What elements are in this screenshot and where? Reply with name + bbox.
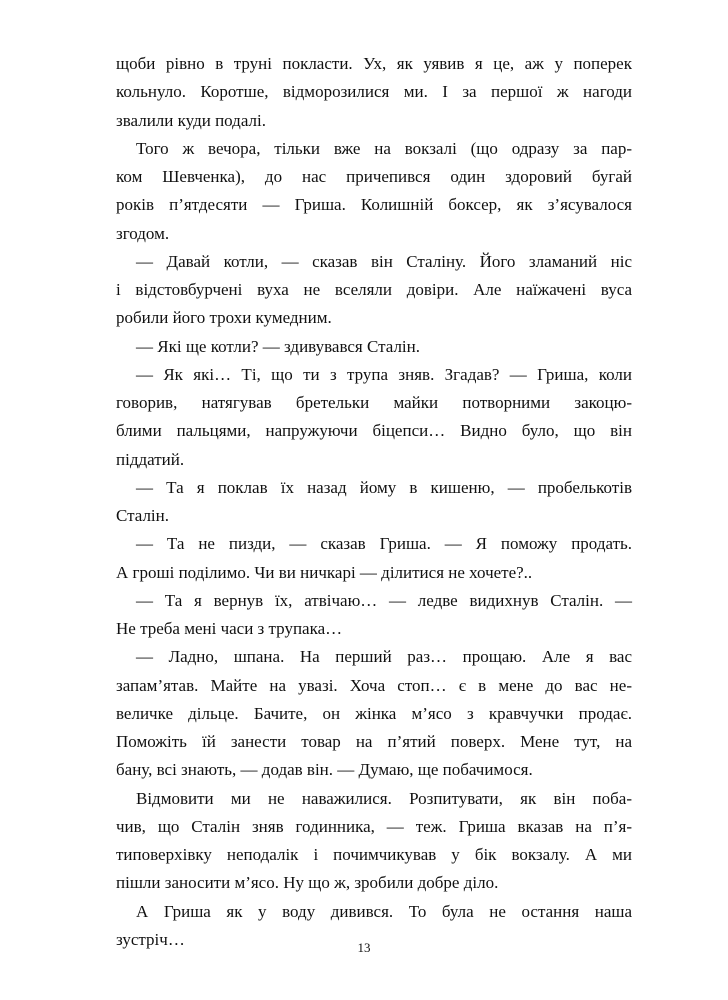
text-line: — Та я вернув їх, атвічаю… — ледве видихнув Сталін. — — [136, 590, 632, 610]
text-line: бану, всі знають, — додав він. — Думаю, ще побачимося. — [116, 760, 533, 780]
text-line: Поможіть їй занести товар на п’ятий поверх. Мене тут, на — [116, 732, 632, 751]
text-line: зустріч… — [116, 929, 185, 949]
text-line: Сталін. — [116, 506, 170, 525]
text-line: і відстовбурчені вуха не вселяли довіри. Але наїжачені вуса — [116, 280, 632, 299]
text-line: робили його трохи кумедним. — [116, 308, 332, 328]
text-line: — Як які… Ті, що ти з трупа зняв. Згадав? — Гриша, коли — [136, 364, 632, 384]
body-text — [116, 50, 632, 954]
text-line: згодом. — [116, 223, 170, 243]
text-line: — Ладно, шпана. На перший раз… прощаю. Але я вас — [136, 647, 632, 667]
text-line: щоби рівно в труні покласти. Ух, як уявив я це, аж у поперек — [116, 54, 632, 73]
text-line: типоверхівку неподалік і почимчикував у бік вокзалу. А ми — [116, 845, 632, 864]
text-line: — Давай котли, — сказав він Сталіну. Його зламаний ніс — [136, 251, 632, 271]
text-line: піддатий. — [116, 449, 185, 469]
text-line: запам’ятав. Майте на увазі. Хоча стоп… є в мене до вас не- — [116, 675, 632, 695]
text-line: Не треба мені часи з трупака… — [116, 619, 343, 638]
text-line: — Та не пизди, — сказав Гриша. — Я поможу продать. — [136, 534, 632, 554]
text-line: пішли заносити м’ясо. Ну що ж, зробили добре діло. — [116, 873, 499, 893]
text-line: А гроші поділимо. Чи ви ничкарі — ділитися не хочете?.. — [116, 562, 533, 582]
text-line: — Які ще котли? — здивувався Сталін. — [136, 336, 421, 356]
text-line: чив, що Сталін зняв годинника, — теж. Гриша вказав на п’я- — [116, 816, 632, 836]
text-line: років п’ятдесяти — Гриша. Колишній боксер, як з’ясувалося — [116, 195, 632, 215]
text-line: звалили куди подалі. — [116, 110, 266, 130]
text-line: говорив, натягував бретельки майки потворними закоцю- — [116, 393, 632, 412]
text-line: Відмовити ми не наважилися. Розпитувати, як він поба- — [136, 788, 632, 808]
text-line: А Гриша як у воду дивився. То була не остання наша — [136, 901, 632, 921]
text-line: кольнуло. Коротше, відморозилися ми. І за першої ж нагоди — [116, 82, 632, 102]
text-line: — Та я поклав їх назад йому в кишеню, — пробелькотів — [136, 477, 632, 497]
text-line: Того ж вечора, тільки вже на вокзалі (що одразу за пар- — [136, 138, 632, 158]
text-line: блими пальцями, напружуючи біцепси… Видно було, що він — [116, 421, 632, 441]
text-line: ком Шевченка), до нас причепився один здоровий бугай — [116, 167, 632, 186]
page-number: 13 — [357, 940, 371, 955]
text-line: величке дільце. Бачите, он жінка м’ясо з кравчучки продає. — [116, 703, 632, 723]
